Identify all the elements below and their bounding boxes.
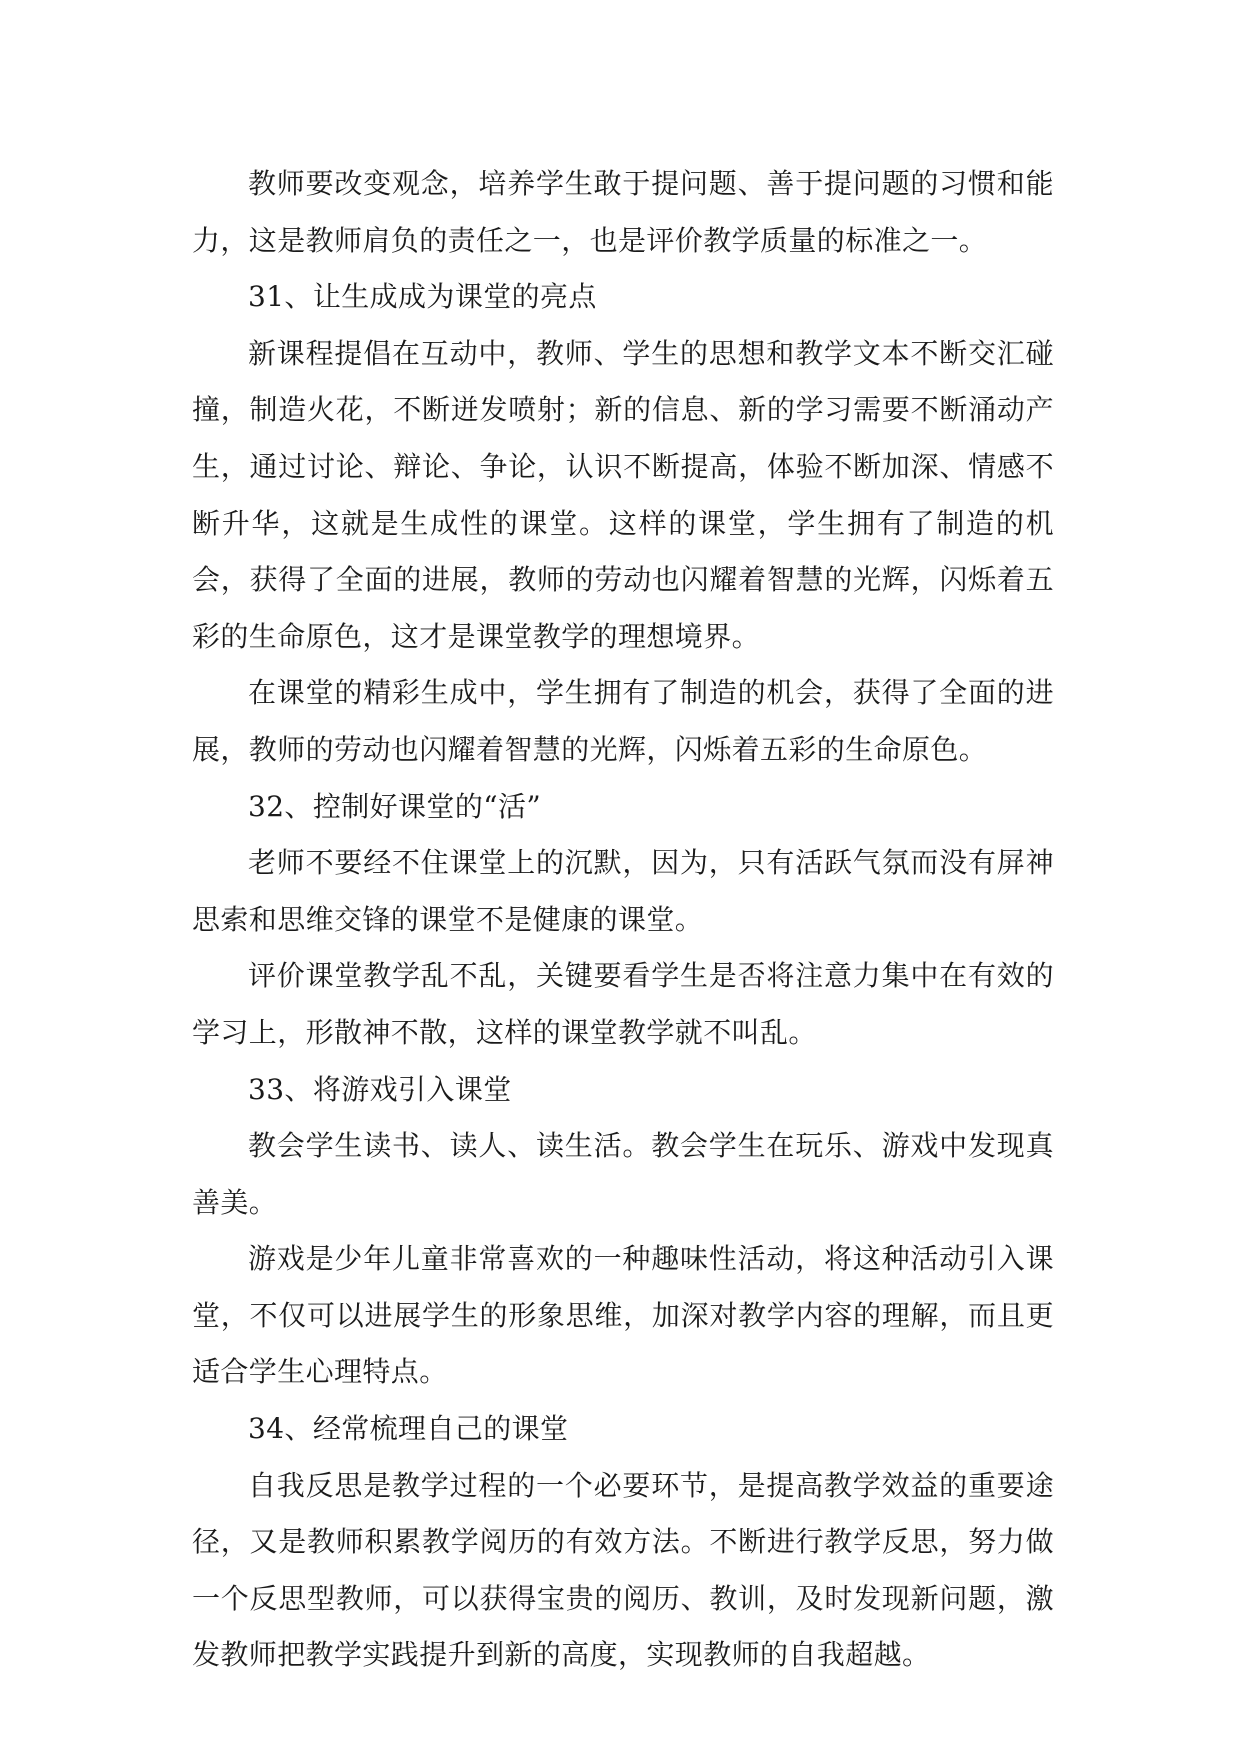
section-heading-32: 32、控制好课堂的“活” [248,789,542,823]
paragraph: 自我反思是教学过程的一个必要环节，是提高教学效益的重要途径，又是教师积累教学阅历的有效方法。不断进行教学反思，努力做一个反思型教师，可以获得宝贵的阅历、教训，及时发现新问题，激发教师把教学实践提升到新的高度，实现教师的自我超越。 [192,1468,1054,1672]
paragraph: 教师要改变观念，培养学生敢于提问题、善于提问题的习惯和能力，这是教师肩负的责任之一，也是评价教学质量的标准之一。 [192,167,1054,257]
paragraph: 新课程提倡在互动中，教师、学生的思想和教学文本不断交汇碰撞，制造火花，不断迸发喷射；新的信息、新的学习需要不断涌动产生，通过讨论、辩论、争论，认识不断提高，体验不断加深、情感不断升华，这就是生成性的课堂。这样的课堂，学生拥有了制造的机会，获得了全面的进展，教师的劳动也闪耀着智慧的光辉，闪烁着五彩的生命原色，这才是课堂教学的理想境界。 [192,336,1054,653]
document-page [192,156,1054,1684]
section-heading-34: 34、经常梳理自己的课堂 [248,1412,569,1446]
paragraph: 游戏是少年儿童非常喜欢的一种趣味性活动，将这种活动引入课堂，不仅可以进展学生的形象思维，加深对教学内容的理解，而且更适合学生心理特点。 [192,1242,1054,1389]
section-heading-33: 33、将游戏引入课堂 [248,1072,512,1106]
section-heading-31: 31、让生成成为课堂的亮点 [248,280,597,314]
paragraph: 评价课堂教学乱不乱，关键要看学生是否将注意力集中在有效的学习上，形散神不散，这样的课堂教学就不叫乱。 [192,959,1054,1049]
paragraph: 老师不要经不住课堂上的沉默，因为，只有活跃气氛而没有屏神思索和思维交锋的课堂不是健康的课堂。 [192,846,1054,936]
paragraph: 在课堂的精彩生成中，学生拥有了制造的机会，获得了全面的进展，教师的劳动也闪耀着智慧的光辉，闪烁着五彩的生命原色。 [192,676,1054,766]
paragraph: 教会学生读书、读人、读生活。教会学生在玩乐、游戏中发现真善美。 [192,1129,1054,1219]
